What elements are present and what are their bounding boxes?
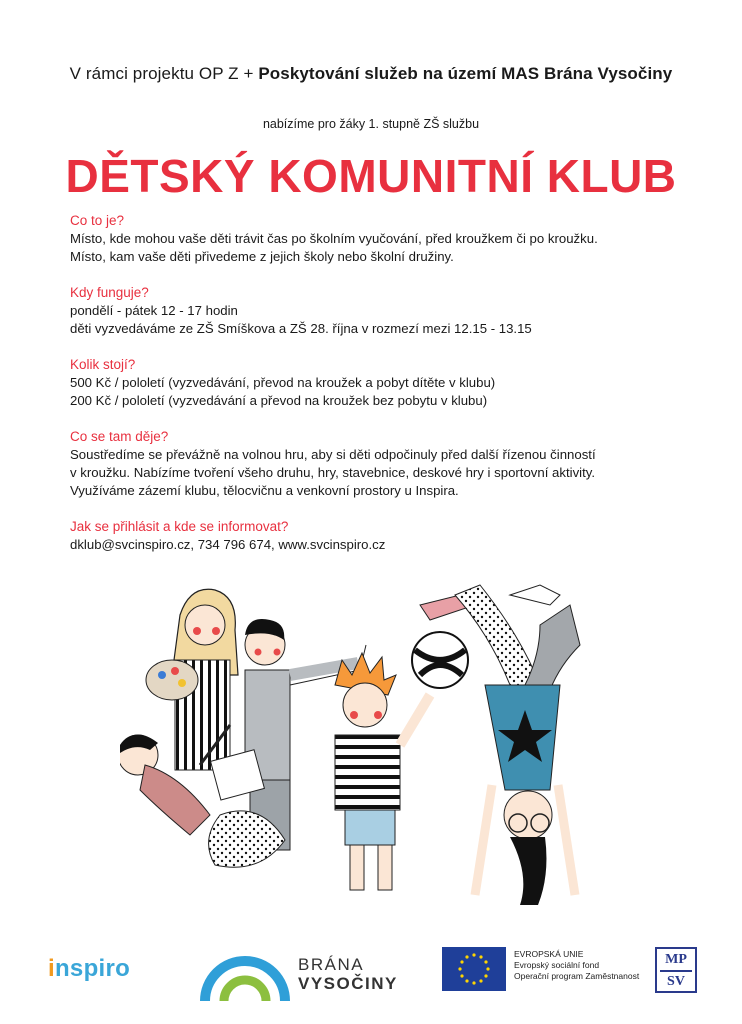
section-contact (70, 518, 690, 554)
section-heading: Co se tam děje? (70, 429, 169, 444)
section-text: 200 Kč / pololetí (vyzvedávání a převod na kroužek bez pobytu v klubu) (70, 393, 488, 408)
mpsv-bottom: SV (667, 974, 685, 989)
inspiro-logo (48, 955, 130, 983)
section-text: v kroužku. Nabízíme tvoření všeho druhu, hry, stavebnice, deskové hry i sportovní aktivity. (70, 465, 596, 480)
contact-line: dklub@svcinspiro.cz, 734 796 674, www.svcinspiro.cz (70, 537, 386, 552)
section-text: Místo, kde mohou vaše děti trávit čas po školním vyučování, před kroužkem či po kroužku. (70, 231, 598, 246)
intro-project-name: Poskytování služeb na území MAS Brána Vysočiny (258, 64, 673, 83)
brana-line-1: BRÁNA (298, 955, 365, 974)
section-text: děti vyzvedáváme ze ZŠ Smíškova a ZŠ 28. října v rozmezí mezi 12.15 - 13.15 (70, 321, 532, 336)
section-heading: Co to je? (70, 213, 125, 228)
kids-illustration (120, 575, 590, 920)
section-text: 500 Kč / pololetí (vyzvedávání, převod na kroužek a pobyt dítěte v klubu) (70, 375, 496, 390)
brana-vysociny-logo-icon (200, 943, 290, 1001)
inspiro-logo-text: nspiro (54, 955, 131, 982)
section-when (70, 284, 690, 338)
section-text: Místo, kam vaše děti přivedeme z jejich školy nebo školní družiny. (70, 249, 454, 264)
sponsor-logos (0, 935, 742, 1005)
subtitle: nabízíme pro žáky 1. stupně ZŠ službu (262, 117, 480, 131)
intro-line (0, 64, 742, 84)
mpsv-top: MP (665, 952, 687, 967)
section-price (70, 356, 690, 410)
info-sections (70, 212, 690, 572)
brana-line-2: VYSOČINY (298, 974, 398, 993)
section-text: pondělí - pátek 12 - 17 hodin (70, 303, 238, 318)
section-text: Využíváme zázemí klubu, tělocvičnu a venkovní prostory u Inspira. (70, 483, 459, 498)
mpsv-logo (655, 947, 697, 993)
eu-line-3: Operační program Zaměstnanost (514, 971, 640, 981)
section-heading: Kolik stojí? (70, 357, 136, 372)
section-heading: Jak se přihlásit a kde se informovat? (70, 519, 289, 534)
eu-line-1: EVROPSKÁ UNIE (514, 949, 584, 959)
intro-prefix: V rámci projektu OP Z + (69, 64, 259, 83)
brana-vysociny-logo-text (298, 955, 398, 993)
eu-logo-text (514, 949, 639, 982)
section-heading: Kdy funguje? (70, 285, 149, 300)
eu-flag-icon (442, 947, 506, 991)
section-text: Soustředíme se převážně na volnou hru, aby si děti odpočinuly před další řízenou činností (70, 447, 596, 462)
inspiro-logo-initial: i (48, 955, 55, 982)
section-activities (70, 428, 690, 500)
section-what (70, 212, 690, 266)
page-title: DĚTSKÝ KOMUNITNÍ KLUB (65, 150, 677, 202)
eu-line-2: Evropský sociální fond (514, 960, 600, 970)
